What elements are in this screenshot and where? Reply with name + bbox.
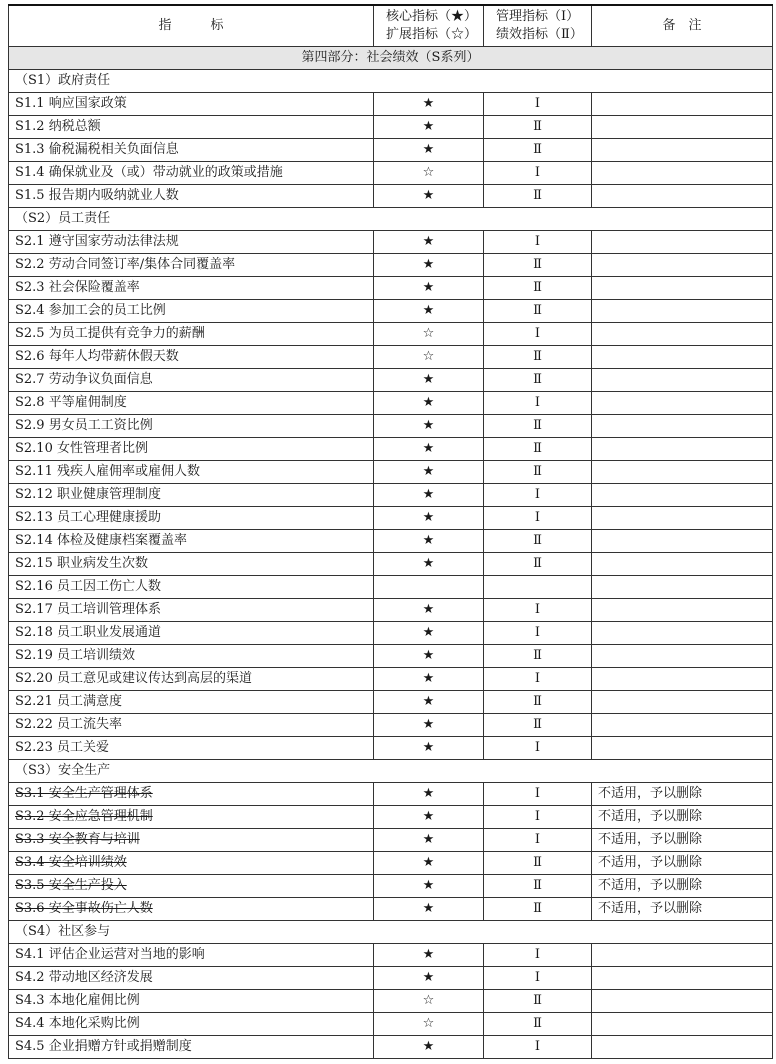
indicator-name: S2.5 为员工提供有竞争力的薪酬 <box>9 323 374 346</box>
remark-cell <box>592 967 773 990</box>
remark-cell <box>592 277 773 300</box>
remark-cell <box>592 1013 773 1036</box>
management-performance-mark: Ⅱ <box>484 139 592 162</box>
indicator-name: S2.7 劳动争议负面信息 <box>9 369 374 392</box>
indicator-name: S2.1 遵守国家劳动法律法规 <box>9 231 374 254</box>
remark-cell <box>592 530 773 553</box>
table-row <box>9 530 773 553</box>
remark-cell <box>592 300 773 323</box>
table-row <box>9 668 773 691</box>
group-title: （S2）员工责任 <box>9 208 773 231</box>
table-row <box>9 438 773 461</box>
management-performance-mark: Ⅱ <box>484 553 592 576</box>
table-row <box>9 484 773 507</box>
indicator-name: S1.1 响应国家政策 <box>9 93 374 116</box>
remark-cell <box>592 254 773 277</box>
indicator-name: S2.13 员工心理健康援助 <box>9 507 374 530</box>
management-performance-mark: Ⅰ <box>484 967 592 990</box>
core-extended-mark: ★ <box>374 553 484 576</box>
management-performance-mark: Ⅱ <box>484 185 592 208</box>
table-row <box>9 116 773 139</box>
table-row <box>9 806 773 829</box>
table-header-row <box>9 5 773 47</box>
table-row <box>9 691 773 714</box>
remark-cell <box>592 1036 773 1059</box>
management-performance-mark: Ⅰ <box>484 622 592 645</box>
core-extended-mark: ★ <box>374 737 484 760</box>
indicator-name: S1.3 偷税漏税相关负面信息 <box>9 139 374 162</box>
indicator-name: S2.16 员工因工伤亡人数 <box>9 576 374 599</box>
table-row <box>9 415 773 438</box>
indicator-name: S4.4 本地化采购比例 <box>9 1013 374 1036</box>
group-title: （S1）政府责任 <box>9 70 773 93</box>
core-extended-mark: ★ <box>374 829 484 852</box>
core-extended-mark: ★ <box>374 944 484 967</box>
table-row <box>9 875 773 898</box>
group-title: （S3）安全生产 <box>9 760 773 783</box>
indicator-name: S3.4 安全培训绩效 <box>9 852 374 875</box>
indicator-name: S4.3 本地化雇佣比例 <box>9 990 374 1013</box>
indicator-name: S3.2 安全应急管理机制 <box>9 806 374 829</box>
table-row <box>9 254 773 277</box>
management-performance-mark: Ⅰ <box>484 93 592 116</box>
management-performance-mark: Ⅱ <box>484 369 592 392</box>
core-extended-mark: ★ <box>374 530 484 553</box>
indicator-name: S2.22 员工流失率 <box>9 714 374 737</box>
management-performance-mark: Ⅰ <box>484 599 592 622</box>
core-extended-mark: ★ <box>374 231 484 254</box>
management-performance-mark: Ⅱ <box>484 714 592 737</box>
core-extended-mark: ★ <box>374 622 484 645</box>
remark-cell <box>592 231 773 254</box>
remark-cell <box>592 185 773 208</box>
indicator-name: S1.4 确保就业及（或）带动就业的政策或措施 <box>9 162 374 185</box>
indicator-name: S3.6 安全事故伤亡人数 <box>9 898 374 921</box>
indicator-name: S2.19 员工培训绩效 <box>9 645 374 668</box>
table-row <box>9 461 773 484</box>
indicator-name: S2.2 劳动合同签订率/集体合同覆盖率 <box>9 254 374 277</box>
table-row <box>9 507 773 530</box>
table-row <box>9 783 773 806</box>
management-performance-mark: Ⅰ <box>484 484 592 507</box>
table-row <box>9 1036 773 1059</box>
table-row <box>9 277 773 300</box>
remark-cell <box>592 346 773 369</box>
remark-cell: 不适用，予以删除 <box>592 875 773 898</box>
indicator-name: S4.5 企业捐赠方针或捐赠制度 <box>9 1036 374 1059</box>
core-extended-mark: ☆ <box>374 1013 484 1036</box>
core-extended-mark: ☆ <box>374 346 484 369</box>
management-performance-mark: Ⅰ <box>484 668 592 691</box>
indicator-name: S2.15 职业病发生次数 <box>9 553 374 576</box>
management-performance-mark: Ⅰ <box>484 1036 592 1059</box>
management-performance-mark: Ⅱ <box>484 461 592 484</box>
core-extended-mark: ★ <box>374 438 484 461</box>
indicator-name: S2.18 员工职业发展通道 <box>9 622 374 645</box>
remark-cell <box>592 116 773 139</box>
management-performance-mark: Ⅱ <box>484 254 592 277</box>
core-extended-mark: ★ <box>374 645 484 668</box>
remark-cell: 不适用，予以删除 <box>592 829 773 852</box>
management-performance-mark: Ⅰ <box>484 737 592 760</box>
indicator-name: S2.14 体检及健康档案覆盖率 <box>9 530 374 553</box>
section-title: 第四部分：社会绩效（S系列） <box>9 47 773 70</box>
remark-cell <box>592 990 773 1013</box>
group-row <box>9 760 773 783</box>
remark-cell <box>592 599 773 622</box>
management-performance-mark: Ⅱ <box>484 530 592 553</box>
remark-cell <box>592 645 773 668</box>
management-performance-mark: Ⅱ <box>484 300 592 323</box>
remark-cell <box>592 691 773 714</box>
core-extended-mark: ★ <box>374 185 484 208</box>
indicator-name: S2.8 平等雇佣制度 <box>9 392 374 415</box>
table-row <box>9 967 773 990</box>
core-extended-mark: ★ <box>374 852 484 875</box>
remark-cell <box>592 93 773 116</box>
remark-cell <box>592 438 773 461</box>
management-performance-mark: Ⅰ <box>484 507 592 530</box>
management-performance-mark: Ⅱ <box>484 852 592 875</box>
management-performance-mark: Ⅱ <box>484 438 592 461</box>
core-extended-mark: ★ <box>374 484 484 507</box>
core-extended-mark: ★ <box>374 967 484 990</box>
indicator-name: S2.20 员工意见或建议传达到高层的渠道 <box>9 668 374 691</box>
table-row <box>9 392 773 415</box>
indicator-name: S2.12 职业健康管理制度 <box>9 484 374 507</box>
remark-cell <box>592 162 773 185</box>
indicator-name: S2.9 男女员工工资比例 <box>9 415 374 438</box>
management-performance-mark: Ⅰ <box>484 783 592 806</box>
group-row <box>9 921 773 944</box>
management-performance-mark: Ⅱ <box>484 990 592 1013</box>
management-performance-mark: Ⅰ <box>484 323 592 346</box>
core-extended-mark: ★ <box>374 599 484 622</box>
table-row <box>9 231 773 254</box>
core-extended-mark: ★ <box>374 806 484 829</box>
remark-cell: 不适用，予以删除 <box>592 898 773 921</box>
group-row <box>9 70 773 93</box>
indicator-name: S2.3 社会保险覆盖率 <box>9 277 374 300</box>
table-row <box>9 829 773 852</box>
group-title: （S4）社区参与 <box>9 921 773 944</box>
table-row <box>9 1013 773 1036</box>
management-performance-mark: Ⅱ <box>484 346 592 369</box>
core-extended-mark: ☆ <box>374 162 484 185</box>
table-row <box>9 852 773 875</box>
header-core-extended <box>374 5 484 47</box>
remark-cell <box>592 737 773 760</box>
management-performance-mark: Ⅱ <box>484 1013 592 1036</box>
table-row <box>9 576 773 599</box>
core-extended-mark: ★ <box>374 277 484 300</box>
indicator-name: S2.6 每年人均带薪休假天数 <box>9 346 374 369</box>
table-row <box>9 139 773 162</box>
remark-cell <box>592 369 773 392</box>
indicator-name: S2.11 残疾人雇佣率或雇佣人数 <box>9 461 374 484</box>
indicator-name: S4.1 评估企业运营对当地的影响 <box>9 944 374 967</box>
remark-cell <box>592 576 773 599</box>
core-extended-mark: ★ <box>374 875 484 898</box>
management-performance-mark: Ⅱ <box>484 116 592 139</box>
indicator-name: S4.2 带动地区经济发展 <box>9 967 374 990</box>
indicator-name: S2.17 员工培训管理体系 <box>9 599 374 622</box>
core-extended-mark: ★ <box>374 139 484 162</box>
indicator-name: S3.1 安全生产管理体系 <box>9 783 374 806</box>
management-performance-mark: Ⅰ <box>484 829 592 852</box>
header-indicator: 指 标 <box>9 5 374 47</box>
management-performance-mark: Ⅰ <box>484 944 592 967</box>
header-core-label: 核心指标（★） <box>386 9 478 24</box>
indicator-name: S1.5 报告期内吸纳就业人数 <box>9 185 374 208</box>
indicator-name: S1.2 纳税总额 <box>9 116 374 139</box>
remark-cell <box>592 323 773 346</box>
management-performance-mark: Ⅱ <box>484 875 592 898</box>
indicator-name: S2.23 员工关爱 <box>9 737 374 760</box>
core-extended-mark: ★ <box>374 461 484 484</box>
table-body <box>9 47 773 1059</box>
remark-cell: 不适用，予以删除 <box>592 852 773 875</box>
indicator-name: S3.3 安全教育与培训 <box>9 829 374 852</box>
table-row <box>9 737 773 760</box>
management-performance-mark <box>484 576 592 599</box>
table-row <box>9 714 773 737</box>
management-performance-mark: Ⅰ <box>484 806 592 829</box>
remark-cell: 不适用，予以删除 <box>592 806 773 829</box>
table-row <box>9 300 773 323</box>
header-management-performance <box>484 5 592 47</box>
group-row <box>9 208 773 231</box>
header-remark: 备 注 <box>592 5 773 47</box>
header-management-label: 管理指标（Ⅰ） <box>496 9 580 24</box>
core-extended-mark: ★ <box>374 300 484 323</box>
indicator-name: S2.21 员工满意度 <box>9 691 374 714</box>
remark-cell <box>592 139 773 162</box>
table-row <box>9 369 773 392</box>
indicator-name: S2.10 女性管理者比例 <box>9 438 374 461</box>
core-extended-mark: ★ <box>374 691 484 714</box>
header-extended-label: 扩展指标（☆） <box>386 27 478 42</box>
core-extended-mark: ★ <box>374 1036 484 1059</box>
table-row <box>9 93 773 116</box>
core-extended-mark <box>374 576 484 599</box>
core-extended-mark: ★ <box>374 507 484 530</box>
core-extended-mark: ★ <box>374 392 484 415</box>
indicator-table <box>8 4 773 1059</box>
management-performance-mark: Ⅰ <box>484 231 592 254</box>
core-extended-mark: ★ <box>374 668 484 691</box>
management-performance-mark: Ⅱ <box>484 645 592 668</box>
remark-cell <box>592 461 773 484</box>
management-performance-mark: Ⅱ <box>484 415 592 438</box>
management-performance-mark: Ⅰ <box>484 392 592 415</box>
indicator-name: S2.4 参加工会的员工比例 <box>9 300 374 323</box>
core-extended-mark: ★ <box>374 254 484 277</box>
remark-cell <box>592 484 773 507</box>
core-extended-mark: ★ <box>374 783 484 806</box>
remark-cell: 不适用，予以删除 <box>592 783 773 806</box>
remark-cell <box>592 392 773 415</box>
management-performance-mark: Ⅱ <box>484 691 592 714</box>
management-performance-mark: Ⅱ <box>484 898 592 921</box>
table-row <box>9 944 773 967</box>
header-performance-label: 绩效指标（Ⅱ） <box>496 27 583 42</box>
remark-cell <box>592 415 773 438</box>
management-performance-mark: Ⅰ <box>484 162 592 185</box>
table-row <box>9 162 773 185</box>
table-row <box>9 346 773 369</box>
core-extended-mark: ★ <box>374 714 484 737</box>
table-row <box>9 553 773 576</box>
remark-cell <box>592 668 773 691</box>
section-row <box>9 47 773 70</box>
core-extended-mark: ★ <box>374 898 484 921</box>
core-extended-mark: ★ <box>374 93 484 116</box>
indicator-name: S3.5 安全生产投入 <box>9 875 374 898</box>
remark-cell <box>592 553 773 576</box>
remark-cell <box>592 622 773 645</box>
core-extended-mark: ★ <box>374 116 484 139</box>
table-row <box>9 645 773 668</box>
remark-cell <box>592 944 773 967</box>
management-performance-mark: Ⅱ <box>484 277 592 300</box>
core-extended-mark: ★ <box>374 415 484 438</box>
table-row <box>9 622 773 645</box>
table-row <box>9 185 773 208</box>
table-row <box>9 323 773 346</box>
core-extended-mark: ☆ <box>374 990 484 1013</box>
table-row <box>9 990 773 1013</box>
core-extended-mark: ☆ <box>374 323 484 346</box>
table-row <box>9 599 773 622</box>
table-row <box>9 898 773 921</box>
remark-cell <box>592 507 773 530</box>
core-extended-mark: ★ <box>374 369 484 392</box>
remark-cell <box>592 714 773 737</box>
